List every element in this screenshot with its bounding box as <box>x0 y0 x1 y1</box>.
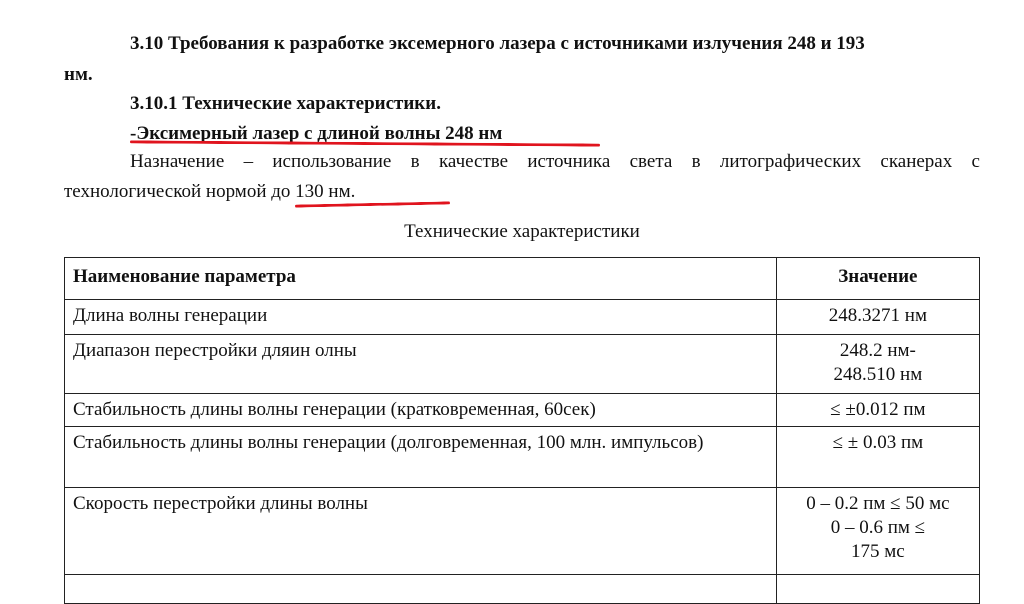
subsection-heading: 3.10.1 Технические характеристики. <box>130 93 441 114</box>
parameter-name: Диапазон перестройки дляин олны <box>65 335 777 394</box>
table-row <box>65 427 980 488</box>
value-line: 0 – 0.6 пм ≤ <box>830 517 926 538</box>
parameter-value: ≤ ± 0.03 пм <box>776 427 979 488</box>
value-line: 0 – 0.2 пм ≤ 50 мс <box>806 493 950 514</box>
table-header-row <box>65 258 980 300</box>
item-title: -Эксимерный лазер с длиной волны 248 нм <box>130 123 503 144</box>
section-heading-continuation: нм. <box>64 64 93 85</box>
header-parameter-name: Наименование параметра <box>65 258 777 300</box>
specifications-table <box>64 257 980 604</box>
value-line: 248.2 нм- <box>839 340 916 361</box>
parameter-name: Скорость перестройки длины волны <box>65 488 777 575</box>
parameter-name: Стабильность длины волны генерации (долговременная, 100 млн. импульсов) <box>65 427 777 488</box>
section-heading: 3.10 Требования к разработке эксемерного лазера с источниками излучения 248 и 193 <box>130 33 865 54</box>
table-row <box>65 335 980 394</box>
purpose-paragraph-continuation: технологической нормой до 130 нм. <box>64 181 356 202</box>
table-row <box>65 394 980 427</box>
parameter-name: Стабильность длины волны генерации (кратковременная, 60сек) <box>65 394 777 427</box>
parameter-value <box>776 488 979 575</box>
value-line: 248.510 нм <box>833 364 923 385</box>
parameter-value: 248.3271 нм <box>776 300 979 335</box>
header-value: Значение <box>776 258 979 300</box>
table-row <box>65 300 980 335</box>
table-caption: Технические характеристики <box>404 221 640 242</box>
table-row <box>65 575 980 604</box>
purpose-paragraph: Назначение – использование в качестве источника света в литографических сканерах с <box>130 151 980 172</box>
parameter-value: ≤ ±0.012 пм <box>776 394 979 427</box>
parameter-value <box>776 335 979 394</box>
table-cell-empty <box>776 575 979 604</box>
value-line: 175 мс <box>851 541 905 562</box>
parameter-name: Длина волны генерации <box>65 300 777 335</box>
table-cell-empty <box>65 575 777 604</box>
table-row <box>65 488 980 575</box>
